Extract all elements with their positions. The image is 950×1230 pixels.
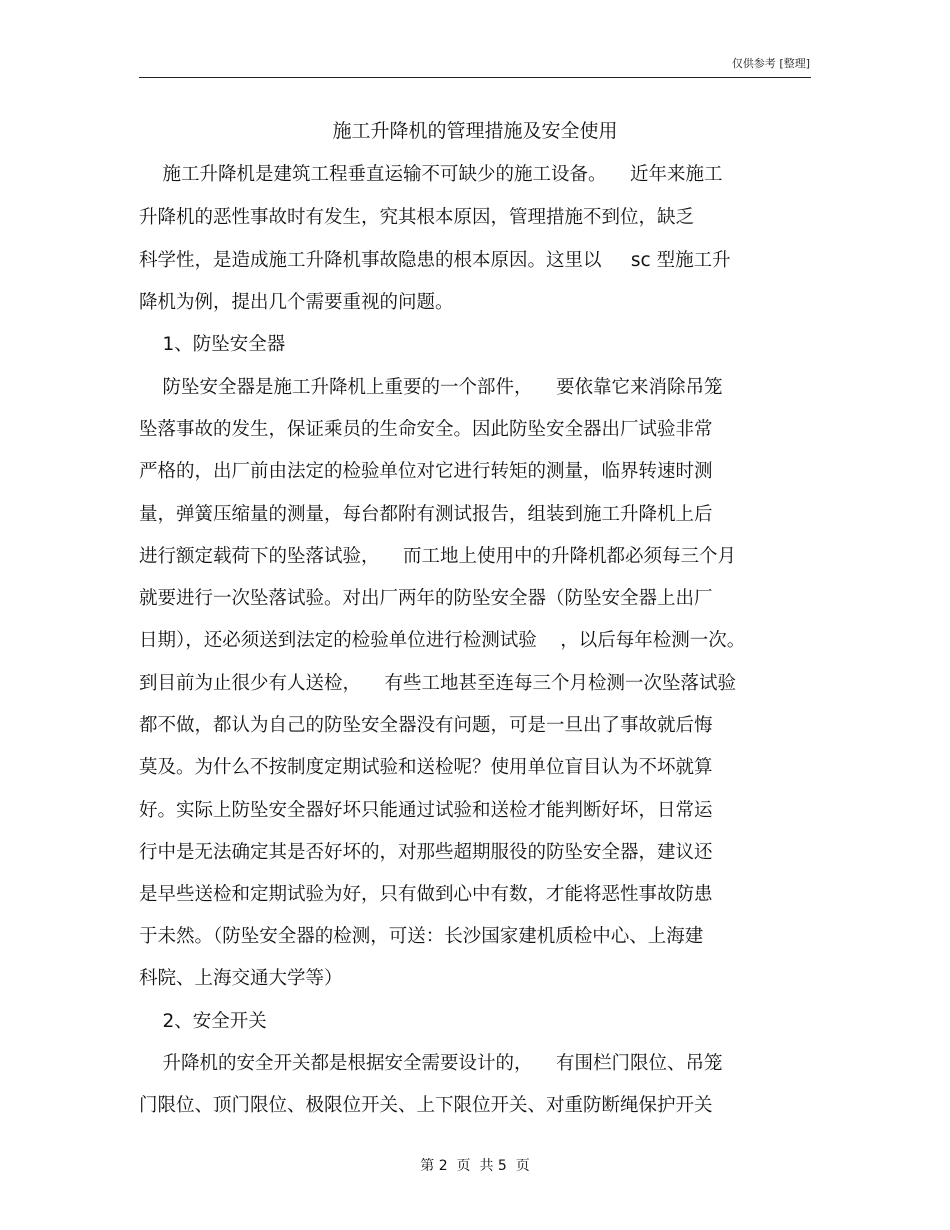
paragraph-line: 防坠安全器是施工升降机上重要的一个部件， 要依靠它来消除吊笼 bbox=[139, 377, 723, 398]
paragraph-line: 就要进行一次坠落试验。对出厂两年的防坠安全器（防坠安全器上出厂 bbox=[139, 588, 713, 609]
paragraph-line: 坠落事故的发生，保证乘员的生命安全。因此防坠安全器出厂试验非常 bbox=[139, 419, 713, 440]
paragraph-line: 好。实际上防坠安全器好坏只能通过试验和送检才能判断好坏，日常运 bbox=[139, 800, 713, 821]
paragraph-line: 进行额定载荷下的坠落试验， 而工地上使用中的升降机都必须每三个月 bbox=[139, 546, 737, 567]
paragraph-line: 降机为例，提出几个需要重视的问题。 bbox=[139, 292, 454, 313]
paragraph-line: 严格的，出厂前由法定的检验单位对它进行转矩的测量，临界转速时测 bbox=[139, 461, 713, 482]
paragraph-line: 施工升降机是建筑工程垂直运输不可缺少的施工设备。 近年来施工 bbox=[139, 164, 723, 185]
document-title: 施工升降机的管理措施及安全使用 bbox=[332, 120, 618, 142]
paragraph-line: 升降机的恶性事故时有发生，究其根本原因，管理措施不到位，缺乏 bbox=[139, 207, 695, 228]
paragraph-line: 量，弹簧压缩量的测量，每台都附有测试报告，组装到施工升降机上后 bbox=[139, 504, 713, 525]
paragraph-line: 到目前为止很少有人送检， 有些工地甚至连每三个月检测一次坠落试验 bbox=[139, 673, 737, 694]
paragraph-line: 是早些送检和定期试验为好，只有做到心中有数，才能将恶性事故防患 bbox=[139, 884, 713, 905]
paragraph-line: 门限位、顶门限位、极限位开关、上下限位开关、对重防断绳保护开关 bbox=[139, 1095, 713, 1116]
paragraph-line: 行中是无法确定其是否好坏的，对那些超期服役的防坠安全器，建议还 bbox=[139, 842, 713, 863]
header-rule bbox=[139, 77, 811, 78]
paragraph-line: 升降机的安全开关都是根据安全需要设计的， 有围栏门限位、吊笼 bbox=[139, 1053, 723, 1074]
paragraph-line: 科院、上海交通大学等） bbox=[139, 968, 343, 989]
section-heading: 1、防坠安全器 bbox=[139, 334, 286, 355]
paragraph-line: 于未然。（防坠安全器的检测，可送：长沙国家建机质检中心、上海建 bbox=[139, 926, 704, 947]
page-number-footer: 第 2 页 共 5 页 bbox=[420, 1158, 530, 1174]
section-heading: 2、安全开关 bbox=[139, 1011, 267, 1032]
paragraph-line: 莫及。为什么不按制度定期试验和送检呢？使用单位盲目认为不坏就算 bbox=[139, 757, 713, 778]
paragraph-line: 都不做，都认为自己的防坠安全器没有问题，可是一旦出了事故就后悔 bbox=[139, 715, 713, 736]
header-note: 仅供参考 [整理] bbox=[731, 57, 810, 70]
paragraph-line: 日期），还必须送到法定的检验单位进行检测试验 ，以后每年检测一次。 bbox=[139, 630, 746, 651]
paragraph-line: 科学性，是造成施工升降机事故隐患的根本原因。这里以 sc 型施工升 bbox=[139, 250, 731, 271]
